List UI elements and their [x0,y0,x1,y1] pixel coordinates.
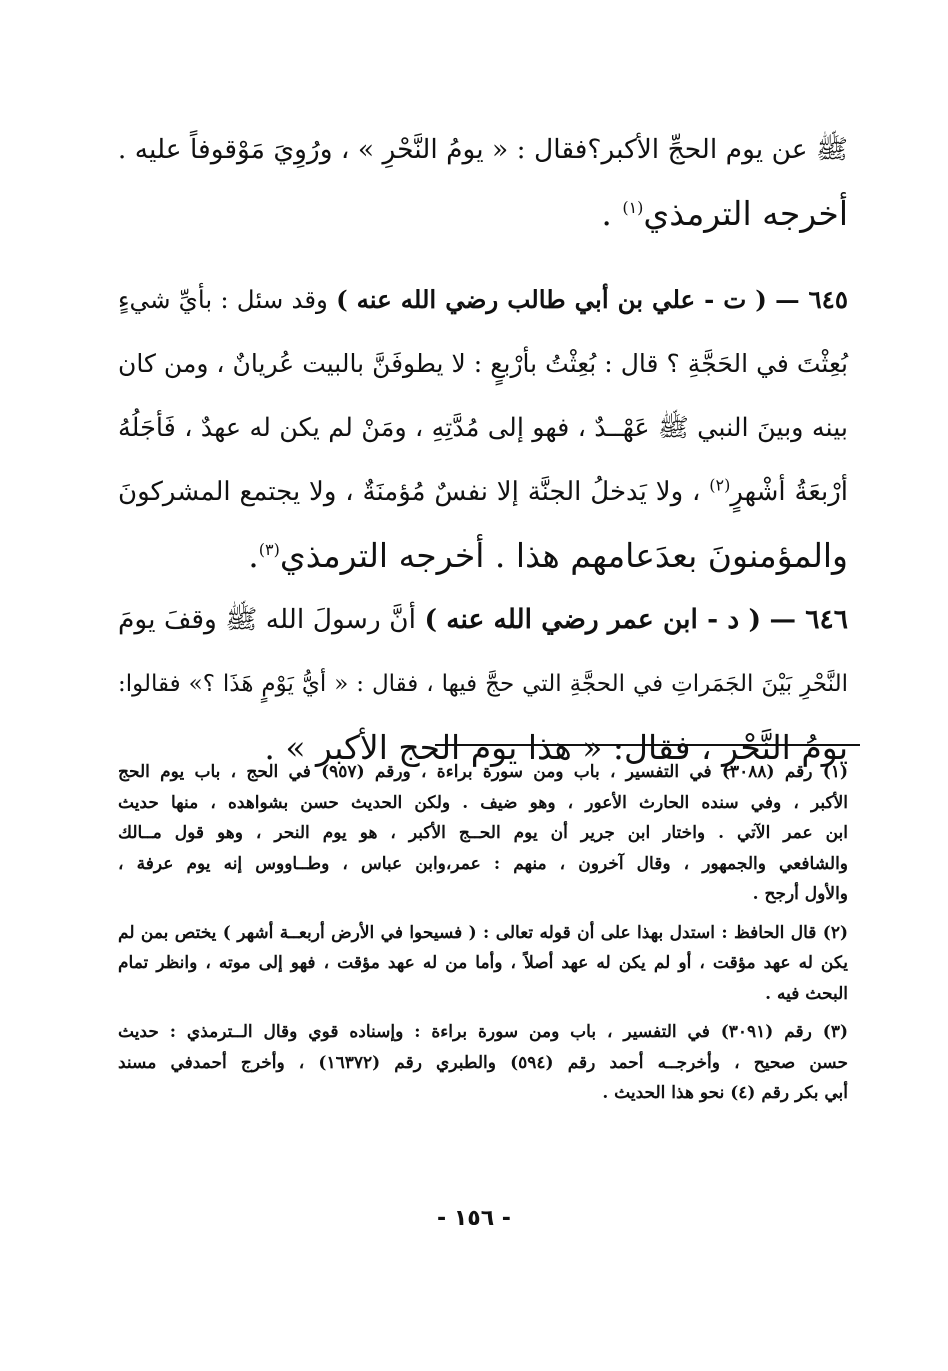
p1-line-1: ﷺ عن يوم الحجِّ الأكبر؟فقال : « يومُ النَّحْرِ » ، ورُوِيَ مَوْقوفاً عليه . [117,134,848,165]
hadith-645-line-4-text: أرْبعَةُ أشْهرٍ [730,477,848,507]
footnote-1-line-1: (١) رقم (٣٠٨٨) في التفسير ، باب ومن سورة براءة ، ورقم (٩٥٧) في الحج ، باب يوم الحج [118,762,848,782]
hadith-645-line-4-rest: ، ولا يَدخلُ الجنَّة إلا نفسٌ مُؤمنَةٌ ، ولا يجتمع المشركونَ [118,477,710,507]
p1-line-2 [118,182,848,246]
p1-line-2-end: . [601,194,623,233]
footnote-2-line-3: البحث فيه . [765,983,848,1004]
footnote-divider [435,744,860,746]
hadith-645-line-3: بينه وبينَ النبي ﷺ عَهْــدٌ ، فهو إلى مُدَّتِهِ ، ومَنْ لم يكن له عهدٌ ، فَأجَلُهُ [118,413,848,443]
footnote-3-line-3: أبي بكر رقم (٤) نحو هذا الحديث . [602,1083,848,1103]
hadith-645-source: ( ت - علي بن أبي طالب رضي الله عنه ) [336,285,767,314]
hadith-645-line-5-end: . [248,536,259,575]
main-text [118,118,848,780]
hadith-645-line-4 [118,460,848,524]
footnote-1-line-2: الأكبر ، وفي سنده الحارث الأعور ، وهو ضيف . ولكن الحديث حسن بشواهده ، منها حديث [118,792,848,813]
footnote-2-line-2: يكن له عهد مؤقت ، أو لم يكن له عهد أصلاً ، وأما من له عهد مؤقت ، فهو إلى موته ، وانظر تمام [118,953,848,973]
footnote-ref-3: (٣) [258,540,280,559]
hadith-645-line-1-rest: وقد سئل : بأيِّ شيءٍ [118,285,337,314]
hadith-646-line-2: النَّحْرِ بَيْنَ الجَمَراتِ في الحجَّةِ التي حجَّ فيها ، فقال : « أيُّ يَوْمٍ هَذَا ؟» فقالوا: [118,671,848,697]
footnotes [118,757,848,1109]
hadith-645-line-2: بُعِثْتَ في الحَجَّةِ ؟ قال : بُعِثْتُ بأرْبعٍ : لا يطوفَنَّ بالبيت عُريانٌ ، ومن كان [118,349,848,378]
footnote-1-line-3: ابن عمر الآتي . واختار ابن جرير أن يوم الحــج الأكبر ، هو يوم النحر ، وهو قول مــالك [118,823,848,843]
footnote-1-line-4: والشافعي والجمهور ، وقال آخرون ، منهم : عمر،وابن عباس ، وطــاووس إنه يوم عرفة ، [118,853,848,874]
footnote-3-line-1: (٣) رقم (٣٠٩١) في التفسير ، باب ومن سورة براءة : وإسناده قوي وقال الــترمذي : حديث [118,1022,848,1042]
footnote-2-line-1: (٢) قال الحافظ : استدل بهذا على أن قوله تعالى : ( فسيحوا في الأرض أربعــة أشهر ) يختص بمن لم [118,922,848,943]
footnote-3-line-2: حسن صحيح ، وأخرجــه أحمد رقم (٥٩٤) والطبري رقم (١٦٣٧٢) ، وأخرج أحمدفي مسند [118,1052,848,1073]
hadith-645-line-5 [118,524,848,588]
hadith-646-line-1-rest: أنَّ رسولَ الله ﷺ وقفَ يومَ [118,604,425,635]
footnote-ref-1: (١) [622,198,644,217]
hadith-646-line-3: يومُ النَّحْرِ ، فقال: « هذا يوم الحج الأكبر » . [264,728,848,767]
hadith-645-line-5-text: والمؤمنونَ بعدَعامهم هذا . أخرجه الترمذي [279,536,848,575]
hadith-645-number: ٦٤٥ — [775,285,848,314]
p1-line-2-text: أخرجه الترمذي [643,194,848,233]
hadith-646-number: ٦٤٦ — [769,604,848,635]
hadith-646-line-1 [118,588,848,652]
hadith-645-line-1 [118,268,848,332]
footnote-1-line-5: والأول أرجح . [752,884,848,904]
footnote-ref-2: (٢) [709,475,731,495]
hadith-646-source: ( د - ابن عمر رضي الله عنه ) [424,604,762,635]
page-number: - ١٥٦ - [437,1206,511,1231]
